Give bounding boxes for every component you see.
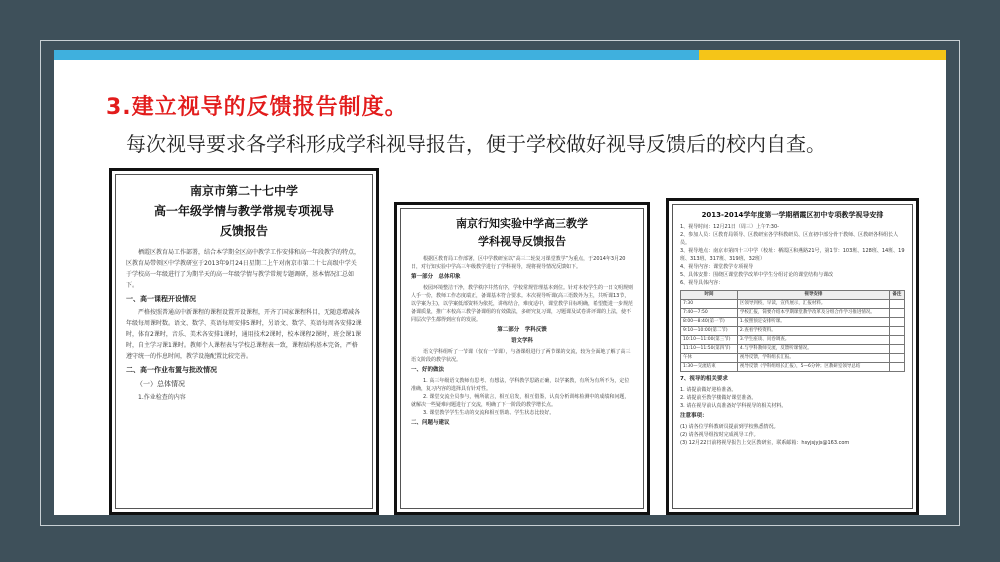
- schedule-cell: 午休: [681, 354, 738, 363]
- doc2-paragraph-2: 语文学科组听了一节课（仅有一节课），与备课组进行了两节课的交流，较为全面地了解了高三语文阶段的教学状况。: [411, 349, 631, 363]
- doc3-items: [680, 223, 905, 287]
- schedule-cell: [889, 318, 904, 327]
- schedule-cell: 7:40—7:50: [681, 309, 738, 318]
- doc3-item: 4、视导内容：课堂教学专项视导: [680, 264, 754, 270]
- doc3-note: (2) 请各视导组按时完成视导工作。: [680, 432, 759, 438]
- slide-heading: 3.建立视导的反馈报告制度。: [106, 95, 408, 120]
- doc2-paragraph-5: 3. 课堂教学学生生动的交流和相互帮助、学生状态比较好。: [423, 410, 555, 416]
- slide-subtitle: 每次视导要求各学科形成学科视导报告，便于学校做好视导反馈后的校内自查。: [126, 132, 826, 156]
- doc1-section-1: 一、高一课程开设情况: [126, 295, 196, 303]
- schedule-row: [681, 327, 905, 336]
- doc1-section-2: 二、高一作业布置与批改情况: [126, 366, 217, 374]
- schedule-row: [681, 354, 905, 363]
- schedule-cell: [889, 309, 904, 318]
- doc2-title-report: 学科视导反馈报告: [478, 235, 566, 248]
- slide: [54, 50, 946, 515]
- doc3-note: (3) 12月22日前将视导报告上交区教研室，联系邮箱：hsyjsjyjs@163.com: [680, 440, 850, 446]
- doc3-requirement: 3. 请在视导前认真准备好学科视导的相关材料。: [680, 403, 787, 409]
- schedule-table: [680, 290, 905, 372]
- schedule-row: [681, 345, 905, 354]
- doc1-section-2a: （一）总体情况: [136, 380, 185, 388]
- schedule-cell: 8:00—8:40(第一节): [681, 318, 738, 327]
- doc3-requirements: [680, 386, 905, 410]
- schedule-header-plan: 视导安排: [737, 291, 889, 300]
- doc2-paragraph-1: 校园环境整洁干净，教学秩序井然有序，学校常规管理基本到位。针对本校学生的一日文明规则人手一份，教师工作态度端正，备课基本符合要求。本次视导听课(高三语数外为主，共听课13节，以学案为主)，以学案低部资料为依托，讲练结合，难度适中，课堂教学目标明确，希望能进一步规范备课质量，推广本校高三教学备课组的有效做法，多研究复习课，习题课及试卷讲评课的上法，使不同层次学生都得到应有的发展。: [411, 285, 634, 323]
- schedule-cell: 视导反馈（学科组组长汇报），5—6分钟；区教研室领导总结: [737, 363, 889, 372]
- schedule-cell: 1:30—交流结束: [681, 363, 738, 372]
- schedule-cell: 区领导到校，早读，宣传展示，汇报材料。: [737, 300, 889, 309]
- doc3-item: 1、视导时间：12月21日（周三）上午7:30-: [680, 224, 779, 230]
- doc2-section-1: 一、好的做法: [411, 367, 445, 373]
- schedule-cell: 3.学生座谈、问卷调查。: [737, 336, 889, 345]
- schedule-cell: [889, 354, 904, 363]
- doc2-intro: 根据区教育局工作部署，区中学教研室以“高三二轮复习课堂教学”为重点，于2014年3月20日，对行知实验中学高三年级教学进行了学科视导，现将视导情况反馈如下。: [411, 256, 626, 270]
- schedule-cell: 2.查看学校资料。: [737, 327, 889, 336]
- schedule-header-note: 备注: [889, 291, 904, 300]
- schedule-row: [681, 318, 905, 327]
- schedule-cell: [889, 363, 904, 372]
- schedule-cell: 7:30: [681, 300, 738, 309]
- doc1-title-topic: 高一年级学情与教学常规专项视导: [153, 204, 334, 218]
- schedule-cell: [889, 345, 904, 354]
- schedule-cell: 10:10—11:00(第三节): [681, 336, 738, 345]
- doc2-paragraph-3: 1. 高三年级语文教师有思考、有想法，学科教学思路正确，以学案教，有所为有所不为，定位准确，复习内容的选择具有针对性。: [411, 378, 630, 392]
- doc1-paragraph-1: 严格按照普通高中新课程的课程设置开设课程，开齐了国家课程科目，无随意增减各年级每周课时数。语文、数学、英语每周安排5课时，另语文、数学、英语每周各安排2课时，体育2课时，音乐、美术各安排1课时，通用技术2课时，校本课程2课时，班会课1课时，自主学习课1课时。教师个人课程表与学校总课程表一致，课程结构基本完备，严格遵守统一的作息时间，教学设施配置比较完善。: [126, 309, 362, 360]
- schedule-cell: [889, 300, 904, 309]
- doc2-title-school: 南京行知实验中学高三教学: [456, 217, 588, 230]
- doc2-subject: 语文学科: [510, 338, 533, 344]
- schedule-row: [681, 363, 905, 372]
- doc2-paragraph-4: 2. 课堂交流全员参与，畅所欲言，相互启发，相互借鉴，认真分析训练检测中的成绩和问题，就解决一些疑难问题进行了交流，明确了下一阶段的教学增长点。: [411, 394, 630, 408]
- report-document-1: [109, 168, 379, 515]
- doc3-item: 3、视导地点：南京市第四十三中学（校址：栖霞区和燕路21号，第1节：103班、128班、14班、19班、313班、317班、319班、32班）: [680, 248, 905, 262]
- doc3-requirement: 1. 请提前做好迎检准备。: [680, 387, 737, 393]
- doc2-part-2: 第二部分 学科反馈: [497, 327, 547, 333]
- doc3-note: (1) 请各位学科教研员提前到学校熟悉情况。: [680, 424, 779, 430]
- accent-bar-blue: [54, 50, 699, 60]
- schedule-row: [681, 309, 905, 318]
- schedule-row: [681, 300, 905, 309]
- schedule-cell: 11:10—11:50(第四节): [681, 345, 738, 354]
- report-document-2: [394, 202, 650, 515]
- doc1-title-school: 南京市第二十七中学: [189, 184, 298, 198]
- doc3-item: 2、参加人员：区教育局领导、区教研室各学科教研员、区直初中部分骨干教师、区教研各科组长人员。: [680, 232, 899, 246]
- schedule-cell: 学校汇报，简要介绍本学期课堂教学改革及分组合作学习推进情况。: [737, 309, 889, 318]
- doc1-intro: 栖霞区教育局工作部署，结合本学期全区高中教学工作安排和高一年段教学的特点，区教育局带领区中学教研室于2013年9月24日星期二上午对南京市第二十七高级中学关于学校高一年级进行了为期半天的高一年级学情与教学常规专题调研，基本情况汇总如下。: [126, 249, 361, 289]
- doc2-part-1: 第一部分 总体印象: [411, 274, 461, 280]
- schedule-cell: [889, 327, 904, 336]
- doc3-notes: [680, 423, 905, 447]
- schedule-header-time: 时间: [681, 291, 738, 300]
- doc3-requirements-title: 7、视导的相关要求: [680, 376, 728, 382]
- schedule-cell: 9:10—10:00(第二节): [681, 327, 738, 336]
- schedule-document-3: [666, 198, 919, 515]
- accent-bar-yellow: [699, 50, 946, 60]
- schedule-row: [681, 336, 905, 345]
- schedule-cell: 1.按照预定安排听课。: [737, 318, 889, 327]
- schedule-cell: 4.与学科教师交流，反馈听课情况。: [737, 345, 889, 354]
- doc1-paragraph-2: 1.作业检查的内容: [138, 394, 186, 401]
- schedule-cell: 视导反馈，学科组长汇报。: [737, 354, 889, 363]
- doc3-title: 2013-2014学年度第一学期栖霞区初中专项教学视导安排: [701, 211, 884, 219]
- doc3-notes-title: 注意事项：: [680, 413, 708, 419]
- doc3-requirement: 2. 请提前至教学楼做好课堂准备。: [680, 395, 757, 401]
- doc1-title-report: 反馈报告: [219, 224, 268, 238]
- schedule-cell: [889, 336, 904, 345]
- doc3-item: 5、具体安排：围绕区课堂教学改革中学生分组讨论的课堂结构与课改: [680, 272, 834, 278]
- doc2-section-2: 二、问题与建议: [411, 420, 450, 426]
- doc3-item: 6、视导具体内容：: [680, 280, 724, 286]
